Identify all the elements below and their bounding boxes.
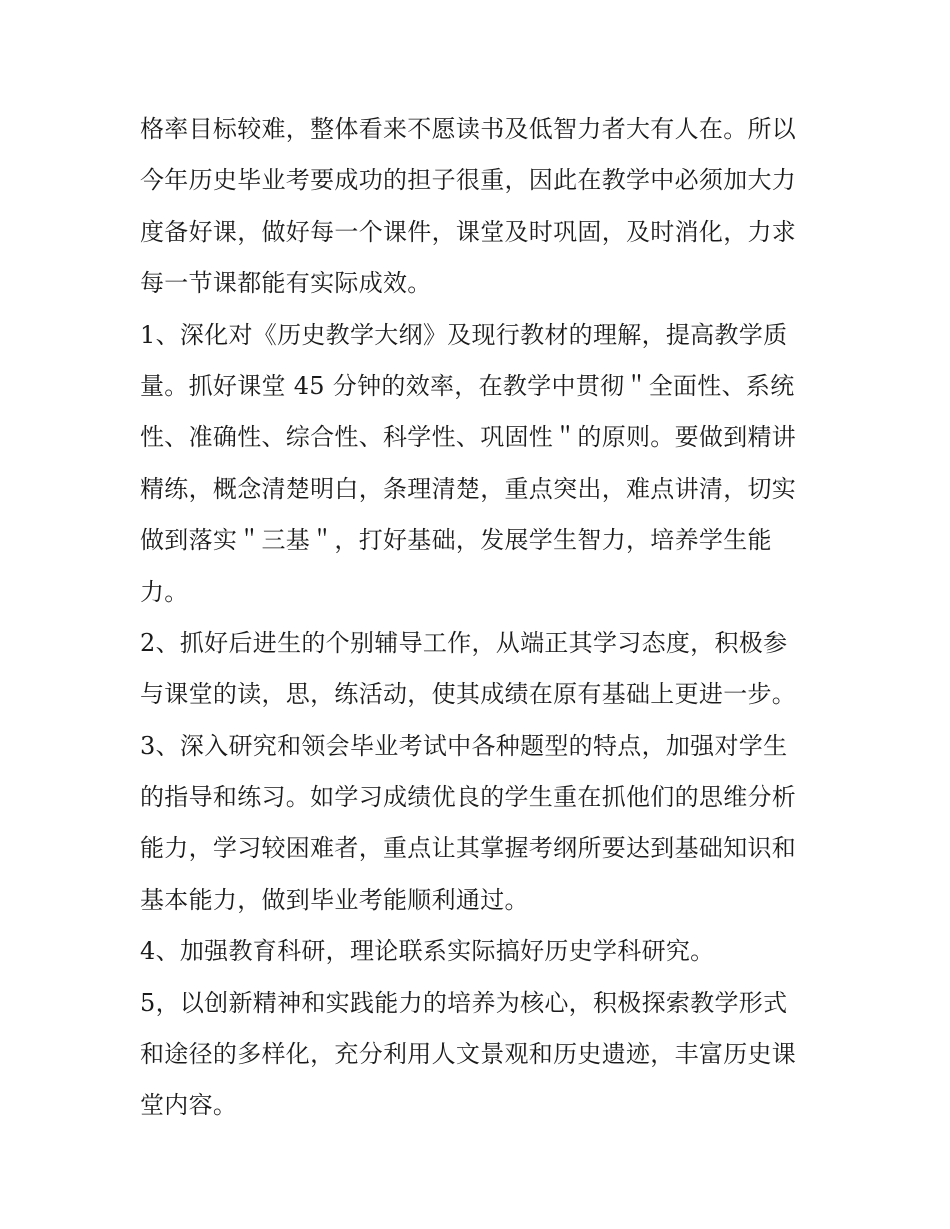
text-line: 堂内容。	[140, 1091, 238, 1120]
text-line: 2、抓好后进生的个别辅导工作，从端正其学习态度，积极参	[140, 628, 788, 657]
text-line: 力。	[140, 577, 189, 606]
text-line: 5，以创新精神和实践能力的培养为核心，积极探索教学形式	[140, 988, 788, 1017]
text-line: 1、深化对《历史教学大纲》及现行教材的理解，提高教学质	[140, 320, 788, 349]
body-text	[140, 104, 812, 1132]
text-line: 格率目标较难，整体看来不愿读书及低智力者大有人在。所以	[140, 115, 797, 143]
text-line: 4、加强教育科研，理论联系实际搞好历史学科研究。	[140, 937, 715, 966]
text-line: 性、准确性、综合性、科学性、巩固性＂的原则。要做到精讲	[140, 423, 797, 452]
text-line: 与课堂的读，思，练活动，使其成绩在原有基础上更进一步。	[140, 680, 797, 709]
text-line: 3、深入研究和领会毕业考试中各种题型的特点，加强对学生	[140, 731, 788, 760]
text-line: 和途径的多样化，充分利用人文景观和历史遗迹，丰富历史课	[140, 1040, 797, 1069]
text-line: 做到落实＂三基＂，打好基础，发展学生智力，培养学生能	[140, 526, 772, 555]
text-line: 的指导和练习。如学习成绩优良的学生重在抓他们的思维分析	[140, 783, 797, 812]
text-line: 基本能力，做到毕业考能顺利通过。	[140, 885, 529, 914]
text-line: 度备好课，做好每一个课件，课堂及时巩固，及时消化，力求	[140, 217, 797, 246]
text-line: 量。抓好课堂 45 分钟的效率，在教学中贯彻＂全面性、系统	[140, 371, 795, 400]
text-line: 每一节课都能有实际成效。	[140, 269, 432, 298]
text-line: 能力，学习较困难者，重点让其掌握考纲所要达到基础知识和	[140, 834, 797, 863]
text-line: 今年历史毕业考要成功的担子很重，因此在教学中必须加大力	[140, 166, 797, 195]
text-line: 精练，概念清楚明白，条理清楚，重点突出，难点讲清，切实	[140, 474, 797, 503]
